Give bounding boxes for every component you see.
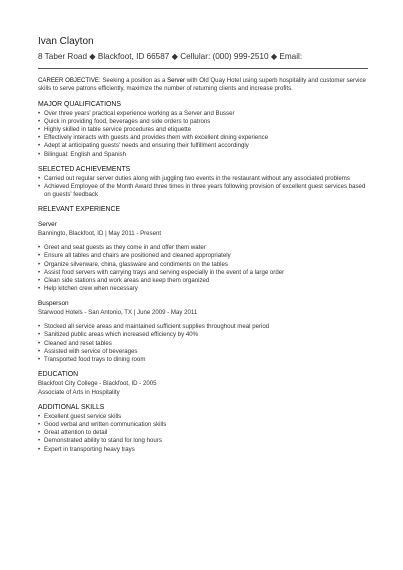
objective-text-before: Seeking a position as a: [102, 77, 166, 84]
education-degree: Associate of Arts in Hospitality: [38, 388, 120, 396]
job-duties-list: [38, 323, 368, 364]
address: 8 Taber Road: [38, 52, 88, 61]
list-item: • Over three years' practical experience working as a Server and Busser: [38, 110, 368, 118]
list-item: • Stocked all service areas and maintained sufficient supplies throughout meal period: [38, 323, 368, 331]
skills-list: [38, 413, 368, 454]
qualifications-list: [38, 110, 368, 159]
list-item: • Clean side stations and work areas and keep them organized: [38, 277, 368, 285]
list-item: • Bilingual: English and Spanish: [38, 151, 368, 159]
cellular-label: Cellular:: [180, 52, 211, 61]
education-heading: EDUCATION: [38, 371, 79, 379]
job-meta: Banningto, Blackfoot, ID | May 2011 - Present: [38, 229, 162, 237]
list-item: • Quick in providing food, beverages and side orders to patrons: [38, 118, 368, 126]
list-item: • Cleaned and reset tables: [38, 340, 368, 348]
job-title: Server: [38, 221, 57, 229]
header-divider: [38, 68, 368, 69]
experience-heading: RELEVANT EXPERIENCE: [38, 206, 121, 214]
list-item: • Carried out regular server duties along with juggling two events in the restaurant without any associated problems: [38, 175, 368, 183]
list-item: • Effectively interacts with guests and provides them with excellent dining experience: [38, 134, 368, 142]
achievements-list: [38, 175, 368, 200]
list-item: • Help kitchen crew when necessary: [38, 285, 368, 293]
objective-text-after: with Old Quay Hotel using superb hospitality and customer service skills to serve patrons efficiently, maximize the number of returning clients and increase profits.: [38, 77, 366, 93]
diamond-separator-icon: ◆: [171, 52, 178, 61]
list-item: • Demonstrated ability to stand for long hours: [38, 437, 368, 445]
diamond-separator-icon: ◆: [270, 52, 278, 61]
city: Blackfoot, ID 66587: [97, 52, 170, 61]
education-block: [38, 380, 368, 397]
list-item: • Ensure all tables and chairs are positioned and cleaned appropriately: [38, 252, 368, 260]
candidate-name: Ivan Clayton: [38, 36, 94, 47]
list-item: • Organize silverware, china, glassware and condiments on the tables: [38, 261, 368, 269]
job-title: Busperson: [38, 300, 69, 308]
list-item: • Excellent guest service skills: [38, 413, 368, 421]
objective-position: Server: [167, 77, 186, 84]
skills-heading: ADDITIONAL SKILLS: [38, 403, 105, 411]
phone: (000) 999-2510: [212, 52, 269, 61]
list-item: • Transported food trays to dining room: [38, 356, 368, 364]
list-item: • Assisted with service of beverages: [38, 348, 368, 356]
list-item: • Expert in transporting heavy trays: [38, 446, 368, 454]
email-label: Email:: [279, 52, 303, 61]
list-item: • Great attention to detail: [38, 429, 368, 437]
contact-line: [38, 51, 368, 62]
diamond-separator-icon: ◆: [89, 52, 96, 61]
list-item: • Sanitized public areas which increased efficiency by 40%: [38, 331, 368, 339]
objective-label: CAREER OBJECTIVE:: [38, 77, 101, 84]
list-item: • Greet and seat guests as they come in and offer them water: [38, 244, 368, 252]
list-item: • Highly skilled in table service procedures and etiquette: [38, 126, 368, 134]
job-duties-list: [38, 244, 368, 293]
list-item: • Achieved Employee of the Month Award three times in three years following provision of excellent guest services based on guests' feedback: [38, 183, 368, 199]
achievements-heading: SELECTED ACHIEVEMENTS: [38, 165, 131, 173]
list-item: • Good verbal and written communication skills: [38, 421, 368, 429]
qualifications-heading: MAJOR QUALIFICATIONS: [38, 100, 121, 108]
list-item: • Assist food servers with carrying trays and serving especially in the event of a large order: [38, 269, 368, 277]
career-objective: [38, 77, 368, 94]
job-meta: Starwood Hotels - San Antonio, TX | June 2009 - May 2011: [38, 308, 198, 316]
education-school: Blackfoot City College - Blackfoot, ID - 2005: [38, 380, 157, 388]
list-item: • Adept at anticipating guests' needs and ensuring their fulfillment accordingly: [38, 142, 368, 150]
resume-page: [38, 36, 368, 454]
